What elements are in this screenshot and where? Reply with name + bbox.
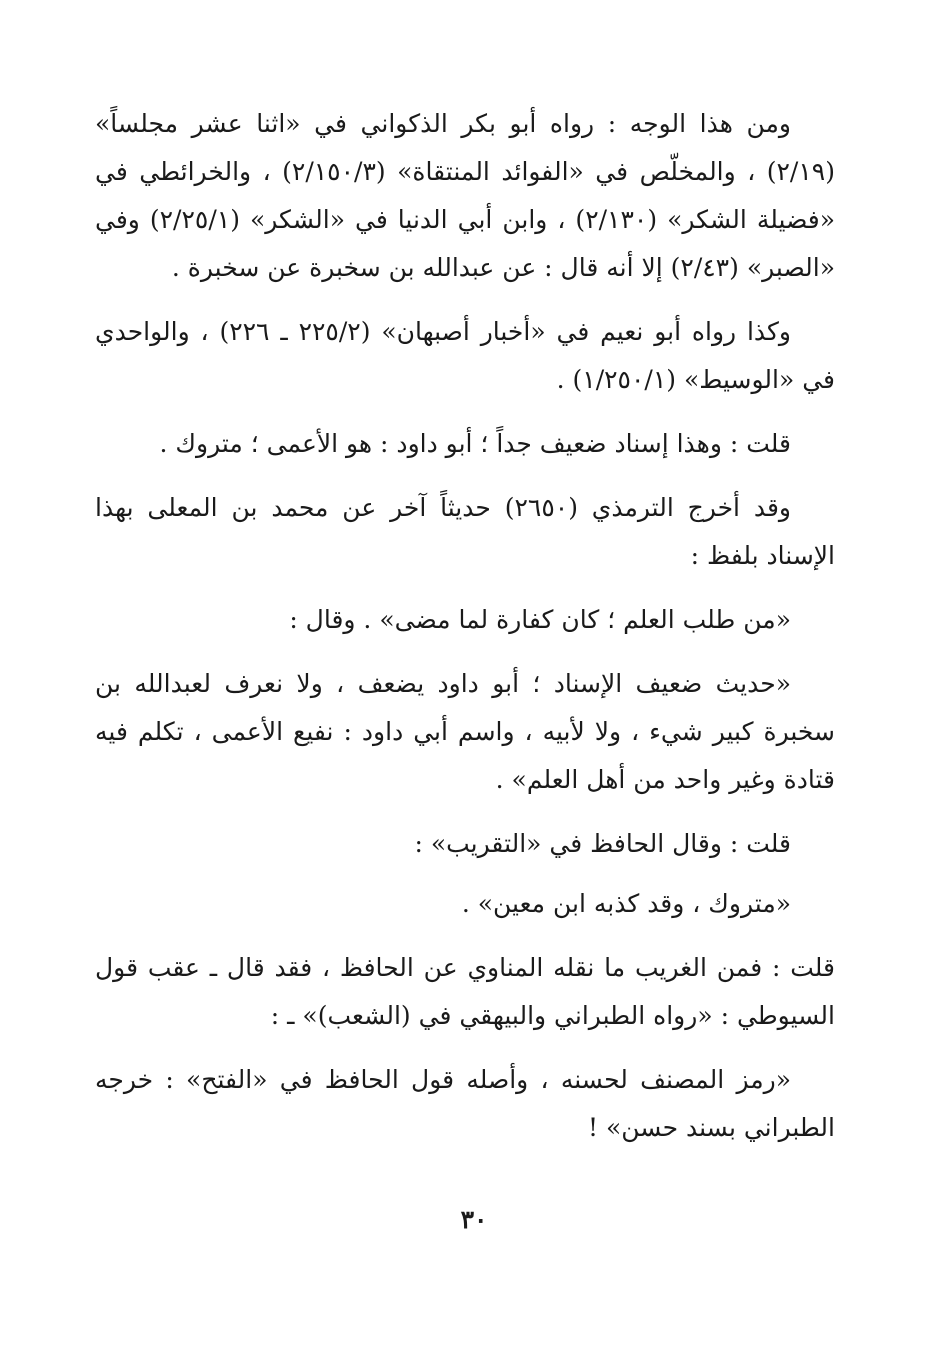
paragraph-matruk: «متروك ، وقد كذبه ابن معين» . — [461, 889, 791, 918]
paragraph-fath-quote: «رمز المصنف لحسنه ، وأصله قول الحافظ في «الفتح» : خرجه الطبراني بسند حسن» ! — [95, 1065, 835, 1142]
paragraph-tirmidhi-comment: «حديث ضعيف الإسناد ؛ أبو داود يضعف ، ولا نعرف لعبدالله بن سخبرة كبير شيء ، ولا لأبيه ، واسم أبي داود : نفيع الأعمى ، تكلم فيه قتادة وغير واحد من أهل العلم» . — [95, 669, 835, 794]
paragraph-abu-nuaym: وكذا رواه أبو نعيم في «أخبار أصبهان» (٢٢٥/٢ ـ ٢٢٦) ، والواحدي في «الوسيط» (١/٢٥٠/١) . — [95, 317, 835, 394]
paragraph-taqrib: قلت : وقال الحافظ في «التقريب» : — [414, 829, 791, 858]
paragraph-munawi: قلت : فمن الغريب ما نقله المناوي عن الحافظ ، فقد قال ـ عقب قول السيوطي : «رواه الطبراني والبيهقي في (الشعب)» ـ : — [95, 953, 835, 1030]
page-number: ٣٠ — [460, 1205, 488, 1234]
paragraph-weak-chain: قلت : وهذا إسناد ضعيف جداً ؛ أبو داود : هو الأعمى ؛ متروك . — [159, 429, 791, 458]
paragraph-tirmidhi: وقد أخرج الترمذي (٢٦٥٠) حديثاً آخر عن محمد بن المعلى بهذا الإسناد بلفظ : — [95, 493, 835, 570]
paragraph-hadith-quote: «من طلب العلم ؛ كان كفارة لما مضى» . وقال : — [289, 605, 791, 634]
paragraph-sources: ومن هذا الوجه : رواه أبو بكر الذكواني في «اثنا عشر مجلساً» (٢/١٩) ، والمخلّص في «الفوائد المنتقاة» (٢/١٥٠/٣) ، والخرائطي في «فضيلة الشكر» (٢/١٣٠) ، وابن أبي الدنيا في «الشكر» (٢/٢٥/١) وفي «الصبر» (٢/٤٣) إلا أنه قال : عن عبدالله بن سخبرة عن سخبرة . — [95, 109, 835, 282]
body-text — [95, 100, 835, 1168]
